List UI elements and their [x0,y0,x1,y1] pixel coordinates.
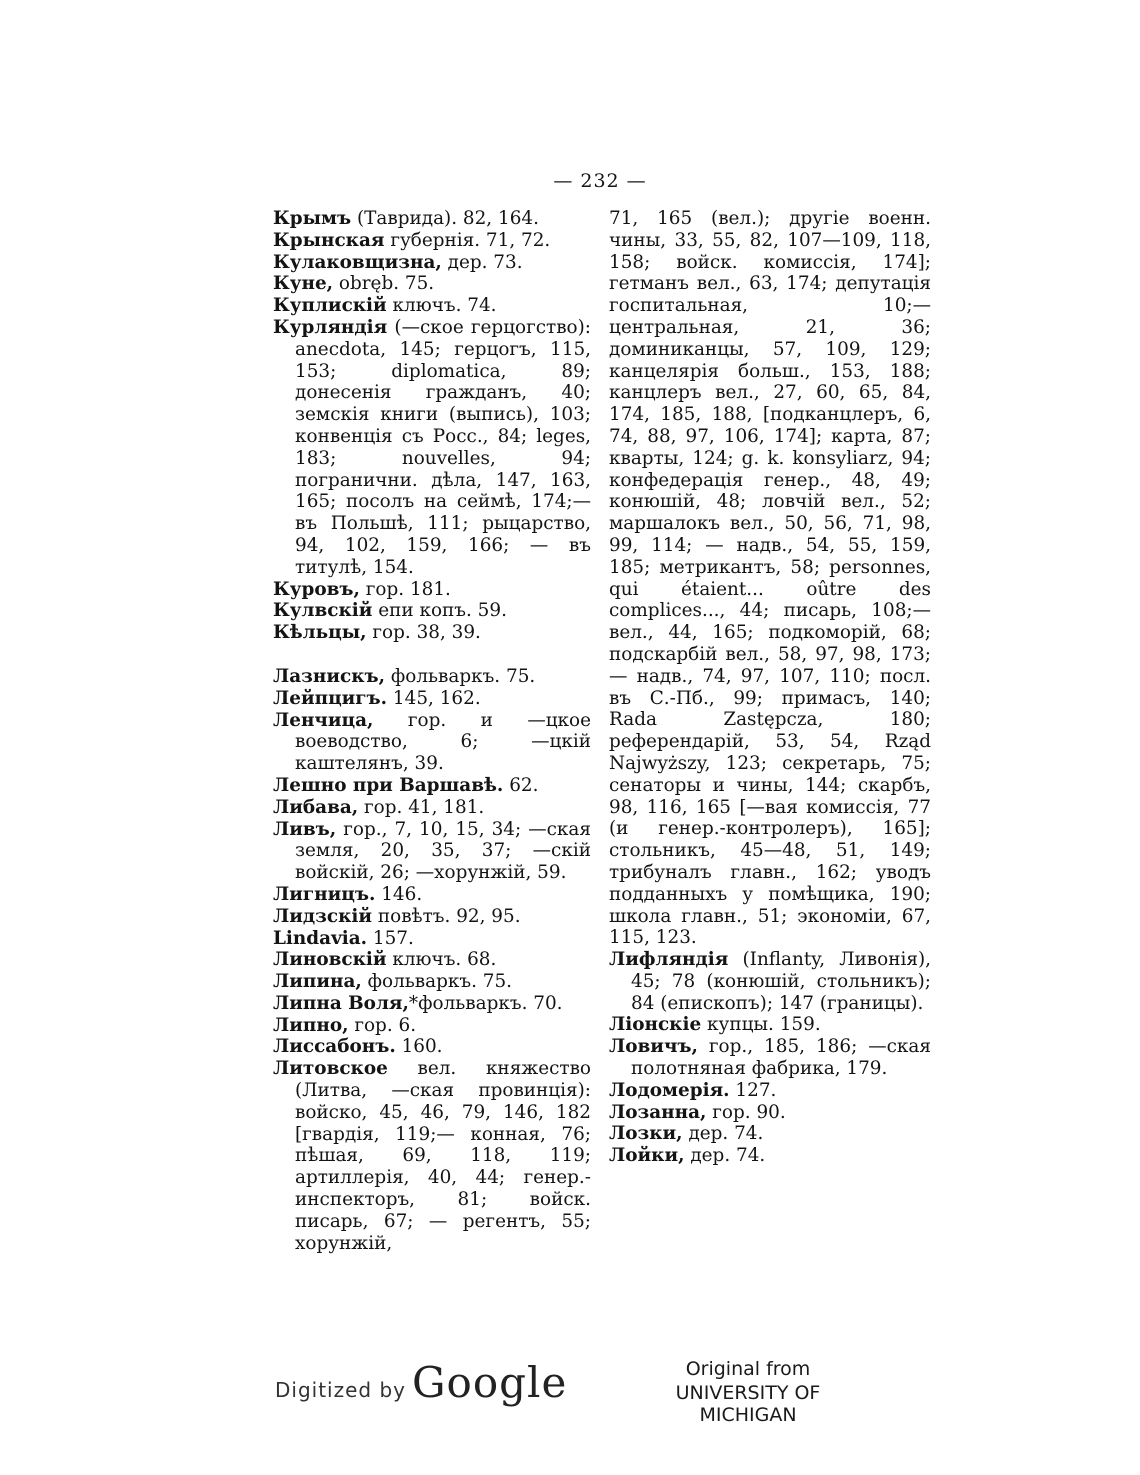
original-from-notice [628,1358,868,1426]
entry-headword: Либава, [273,796,359,818]
entry-text: гор. 41, 181. [358,796,485,818]
index-entry [273,579,591,601]
entry-headword: Крынская [273,229,385,251]
entry-text: губернія. 71, 72. [384,229,551,251]
entry-text: (Inflanty, Ливонія), 45; 78 (конюшій, стольникъ); 84 (епископъ); 147 (границы). [631,949,931,1014]
entry-headword: Липна Воля, [273,992,409,1014]
entry-headword: Лозки, [609,1123,683,1145]
entry-headword: Lindavia. [273,927,368,949]
university-name: UNIVERSITY OF MICHIGAN [675,1382,821,1426]
entry-headword: Липина, [273,971,362,993]
index-entry [273,208,591,230]
index-column-left [273,208,591,1254]
entry-text: *фольваркъ. 70. [408,992,563,1014]
entry-headword: Лешно при Варшавѣ. [273,774,504,796]
entry-headword: Крымъ [273,208,352,229]
entry-text: (—ское герцогство): anecdota, 145; герцогъ, 115, 153; diplomatica, 89; донесенія гражданъ, 40; земскія книги (выпись), 103; конвенція съ Росс., 84; leges, 183; nouvelles, 94; погранични. дѣла, 147, 163, 165; посолъ на сеймѣ, 174;— въ Польшѣ, 111; рыцарство, 94, 102, 159, 166; — въ титулѣ, 154. [295,316,591,578]
entry-text: дер. 73. [441,251,523,273]
google-logo: Google [412,1358,568,1407]
index-entry [609,1145,931,1167]
entry-text: 145, 162. [387,687,481,709]
entry-text: фольваркъ. 75. [361,971,513,993]
entry-headword: Ловичъ, [609,1036,698,1058]
index-entry [273,797,591,819]
entry-text: повѣтъ. 92, 95. [372,905,521,927]
entry-text: 127. [729,1079,777,1101]
entry-text: вел. княжество (Литва, —ская провинція): войско, 45, 46, 79, 146, 182 [гвардія, 119;— конная, 76; пѣшая, 69, 118, 119; артиллерія, 40, 44; генер.-инспекторъ, 81; войск. писарь, 67; — регентъ, 55; хорунжій, [295,1058,591,1254]
entry-headword: Лейпцигъ. [273,687,388,709]
entry-text: купцы. 159. [701,1014,821,1036]
index-entry [273,906,591,928]
index-entry [609,208,931,949]
index-entry [273,622,591,644]
index-entry [273,1058,591,1254]
index-entry [273,775,591,797]
entry-headword: Кулвскій [273,600,373,622]
entry-text: гор. 181. [359,578,451,600]
index-entry [273,710,591,775]
entry-headword: Линовскій [273,949,387,971]
entry-text: гор., 185, 186; —ская полотняная фабрика, 179. [631,1036,931,1080]
index-entry [609,1102,931,1124]
index-entry [273,1036,591,1058]
entry-headword: Ленчица, [273,709,374,731]
entry-headword: Кѣльцы, [273,622,367,644]
entry-headword: Литовское [273,1058,388,1080]
index-entry [273,688,591,710]
entry-text: ключъ. 74. [386,295,497,317]
entry-text: 62. [503,774,539,796]
original-from-text: Original from [685,1358,811,1380]
entry-headword: Кулаковщизна, [273,251,442,273]
entry-headword: Липно, [273,1014,349,1036]
entry-headword: Ливъ, [273,818,337,840]
entry-headword: Куне, [273,273,334,295]
index-entry [273,928,591,950]
entry-text: 160. [395,1036,443,1058]
entry-text: гор. 6. [348,1014,417,1036]
index-entry [273,273,591,295]
entry-headword: Лифляндія [609,949,729,971]
entry-headword: Лигницъ. [273,883,376,905]
entry-headword: Лозанна, [609,1101,707,1123]
entry-text: дер. 74. [682,1123,764,1145]
index-entry [609,1036,931,1080]
index-entry [273,317,591,579]
index-entry [273,819,591,884]
entry-headword: Куплискій [273,295,387,317]
entry-text: гор., 7, 10, 15, 34; —ская земля, 20, 35, 37; —скій войскій, 26; —хорунжій, 59. [295,818,591,884]
digitized-by-google-watermark [275,1358,567,1408]
page-number: — 232 — [553,170,647,192]
entry-text: гор. 38, 39. [366,622,481,644]
entry-text: гор. 90. [706,1101,786,1123]
index-entry [609,1014,931,1036]
entry-text: 71, 165 (вел.); другіе военн. чины, 33, 55, 82, 107—109, 118, 158; войск. комиссія, 174]; гетманъ вел., 63, 174; депутація госпитальная, 10;— центральная, 21, 36; доминиканцы, 57, 109, 129; канцелярія больш., 153, 188; канцлеръ вел., 27, 60, 65, 84, 174, 185, 188, [подканцлеръ, 6, 74, 88, 97, 106, 174]; карта, 87; кварты, 124; g. k. konsyliarz, 94; конфедерація генер., 48, 49; конюшій, 48; ловчій вел., 52; маршалокъ вел., 50, 56, 71, 98, 99, 114; — надв., 54, 55, 159, 185; метрикантъ, 58; personnes, qui étaient... oûtre des complices..., 44; писарь, 108;— вел., 44, 165; подкоморій, 68; подскарбій вел., 58, 97, 98, 173;— надв., 74, 97, 107, 110; посл. въ С.-Пб., 99; примасъ, 140; Rada Zastępcza, 180; референдарій, 53, 54, Rząd Najwyższy, 123; секретарь, 75; сенаторы и чины, 144; скарбъ, 98, 116, 165 [—вая комиссія, 77 (и генер.-контролеръ), 165]; стольникъ, 45—48, 51, 149; трибуналъ главн., 162; уводъ подданныхъ у помѣщика, 190; школа главн., 51; экономіи, 67, 115, 123. [609,208,931,949]
index-entry [609,1080,931,1102]
entry-headword: Лидзскій [273,905,373,927]
index-entry [273,949,591,971]
entry-headword: Курляндія [273,316,388,338]
index-column-right [609,208,931,1167]
entry-text: фольваркъ. 75. [385,665,536,687]
digitized-by-text: Digitized by [275,1378,406,1402]
index-entry [273,1015,591,1037]
index-entry [273,971,591,993]
entry-headword: Куровъ, [273,578,360,600]
index-entry [273,600,591,622]
entry-text: obręb. 75. [333,273,435,295]
entry-text: епи копъ. 59. [372,600,507,622]
entry-text: 146. [375,883,423,905]
index-entry [273,884,591,906]
entry-text: 157. [367,927,414,949]
entry-headword: Лодомерія. [609,1079,730,1101]
index-entry [273,252,591,274]
index-entry [273,230,591,252]
entry-headword: Лойки, [609,1145,685,1167]
entry-text: гор. и —цкое воеводство, 6; —цкій каштелянъ, 39. [295,709,591,775]
entry-text: дер. 74. [684,1145,766,1167]
index-entry [273,295,591,317]
index-entry [609,1123,931,1145]
index-entry [273,666,591,688]
entry-headword: Ліонскіе [609,1014,702,1036]
index-entry [609,949,931,1014]
index-entry [273,993,591,1015]
entry-headword: Лиссабонъ. [273,1036,396,1058]
entry-text: (Таврида). 82, 164. [351,208,539,229]
entry-headword: Лазнискъ, [273,665,386,687]
entry-text: ключъ. 68. [386,949,497,971]
